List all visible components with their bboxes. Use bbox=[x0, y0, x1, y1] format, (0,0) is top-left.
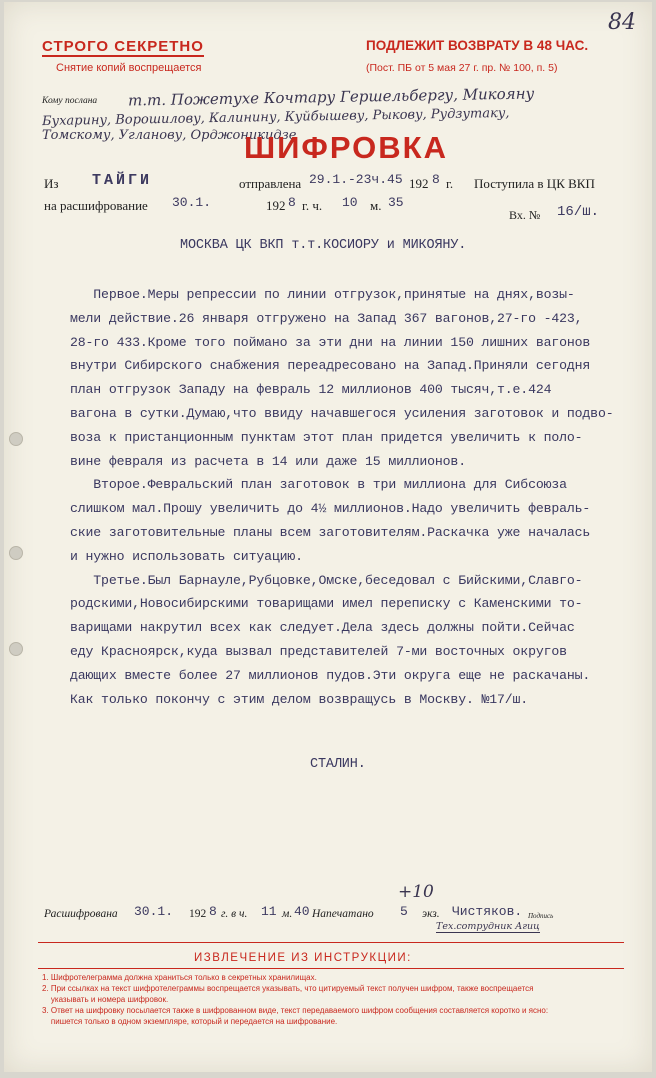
printed-count: 5 bbox=[400, 904, 408, 919]
handwritten-note: Тех.сотрудник Агиц bbox=[436, 921, 540, 932]
instructions-heading: ИЗВЛЕЧЕНИЕ ИЗ ИНСТРУКЦИИ: bbox=[194, 952, 412, 964]
sent-label: отправлена bbox=[239, 176, 302, 191]
printed-extra: +10 bbox=[398, 882, 434, 902]
recipients-label: Кому послана bbox=[42, 96, 98, 106]
body-line: 28-го 433.Кроме того поймано за эти дни на линии 150 лишних вагонов bbox=[70, 334, 591, 350]
body-line: Второе.Февральский план заготовок в три миллиона для Сибсоюза bbox=[70, 477, 567, 493]
punch-hole bbox=[9, 546, 23, 560]
body-line: Третье.Был Барнауле,Рубцовке,Омске,беседовал с Бийскими,Славго- bbox=[70, 572, 583, 588]
body-line: родскими,Новосибирскими товарищами имел переписку с Каменскими то- bbox=[70, 596, 583, 612]
received-label: Поступила в ЦК ВКП bbox=[474, 176, 595, 191]
punch-hole bbox=[9, 432, 23, 446]
sign-label: Подпись bbox=[528, 912, 554, 920]
punch-hole bbox=[9, 642, 23, 656]
instruction-item: 3. Ответ на шифровку посылается также в шифрованном виде, текст передаваемого шифром сообщения составляется коротко и ясно: bbox=[42, 1006, 549, 1015]
minute-label: м. bbox=[370, 198, 382, 213]
incoming-label: Вх. № bbox=[509, 208, 541, 222]
year-prefix: 192 bbox=[189, 908, 207, 920]
printed-label: Напечатано bbox=[312, 908, 374, 920]
hour-label: г. в ч. bbox=[221, 908, 248, 920]
body-line: Как только покончу с этим делом возвращусь в Москву. №17/ш. bbox=[70, 691, 529, 707]
decode-hour: 10 bbox=[342, 195, 358, 210]
recipients-line: Бухарину, Ворошилову, Калинину, Куйбышеву, Рыкову, Рудзутаку, bbox=[41, 105, 510, 130]
return-notice: ПОДЛЕЖИТ ВОЗВРАТУ В 48 ЧАС. bbox=[366, 38, 589, 53]
body-line: вагона в сутки.Думаю,что ввиду начавшегося усиления заготовок и подво- bbox=[70, 405, 614, 421]
hour-label: г. ч. bbox=[302, 198, 323, 213]
copies-label: экз. bbox=[422, 908, 440, 920]
instruction-item: указывать и номера шифровок. bbox=[42, 995, 169, 1004]
body-line: и нужно использовать ситуацию. bbox=[70, 548, 303, 564]
decode-date: 30.1. bbox=[172, 195, 212, 210]
year-prefix: 192 bbox=[266, 198, 286, 213]
instructions-list bbox=[42, 972, 548, 1027]
no-copies-notice: Снятие копий воспрещается bbox=[56, 62, 202, 74]
sent-year: 8 bbox=[432, 172, 440, 187]
addressee-line: МОСКВА ЦК ВКП т.т.КОСИОРУ и МИКОЯНУ. bbox=[180, 238, 467, 253]
body-line: Первое.Меры репрессии по линии отгрузок,принятые на днях,возы- bbox=[70, 287, 575, 302]
decoded-date: 30.1. bbox=[134, 904, 174, 919]
body-line: вине февраля из расчета в 14 или даже 15 миллионов. bbox=[70, 453, 466, 469]
decoded-year: 8 bbox=[209, 904, 217, 919]
cipher-telegram-sheet bbox=[4, 2, 652, 1072]
body-line: варищами накрутил всех как следует.Дела здесь должны пойти.Сейчас bbox=[70, 620, 575, 636]
year-suffix: г. bbox=[446, 176, 454, 191]
decoded-label: Расшифрована bbox=[44, 908, 118, 920]
divider bbox=[38, 942, 624, 943]
incoming-number: 16/ш. bbox=[557, 204, 600, 220]
decode-year: 8 bbox=[288, 195, 296, 210]
recipients-line: Томскому, Угланову, Орджоникидзе bbox=[42, 128, 297, 143]
body-line: слишком мал.Прошу увеличить до 4½ миллионов.Надо увеличить феврaль- bbox=[70, 501, 591, 517]
classification-stamp: СТРОГО СЕКРЕТНО bbox=[42, 38, 204, 55]
body-line: еду Красноярск,куда вызвал представителей 7-ми восточных округов bbox=[70, 643, 567, 659]
from-label: Из bbox=[44, 176, 59, 191]
body-line: план отгрузок Западу на февраль 12 миллионов 400 тысяч,т.е.424 bbox=[70, 382, 552, 398]
signature: СТАЛИН. bbox=[310, 757, 366, 772]
instruction-item: 1. Шифротелеграмма должна храниться только в секретных хранилищах. bbox=[42, 973, 317, 982]
decoded-hour: 11 bbox=[261, 904, 277, 919]
body-line: внутри Сибирского снабжения переадресовано на Запад.Приняли сегодня bbox=[70, 358, 591, 374]
body-line: дающих вместе более 27 миллионов пудов.Эти округа еще не раскачаны. bbox=[70, 667, 591, 683]
minute-label: м. bbox=[282, 908, 293, 920]
decode-label: на расшифрование bbox=[44, 198, 148, 213]
page-number: 84 bbox=[608, 10, 636, 35]
decode-minute: 35 bbox=[388, 195, 404, 210]
year-prefix: 192 bbox=[409, 176, 429, 191]
return-reference: (Пост. ПБ от 5 мая 27 г. пр. № 100, п. 5) bbox=[366, 62, 558, 74]
decoded-minute: 40 bbox=[294, 904, 310, 919]
body-line: мели действие.26 января отгружено на Запад 367 вагонов,27-го -423, bbox=[70, 310, 583, 326]
divider bbox=[38, 968, 624, 969]
document-title: ШИФРОВКА bbox=[244, 130, 448, 165]
instruction-item: пишется только в одном экземпляре, который и передается на шифрование. bbox=[42, 1017, 338, 1026]
recipients-line: т.т. Пожетухе Кочтару Гершельбергу, Микояну bbox=[127, 84, 535, 110]
message-body bbox=[70, 283, 613, 711]
clerk-name: Чистяков. bbox=[452, 904, 523, 919]
from-value: ТАЙГИ bbox=[92, 172, 153, 189]
sent-value: 29.1.-23ч.45 bbox=[309, 172, 403, 187]
instruction-item: 2. При ссылках на текст шифротелеграммы воспрещается указывать, что цитируемый текст получен шифром, также воспрещается bbox=[42, 984, 534, 993]
body-line: ские заготовительные планы всем заготовителям.Раскачка уже началась bbox=[70, 524, 591, 540]
body-line: воза к пристанционным пунктам этот план придется увеличить к поло- bbox=[70, 429, 583, 445]
